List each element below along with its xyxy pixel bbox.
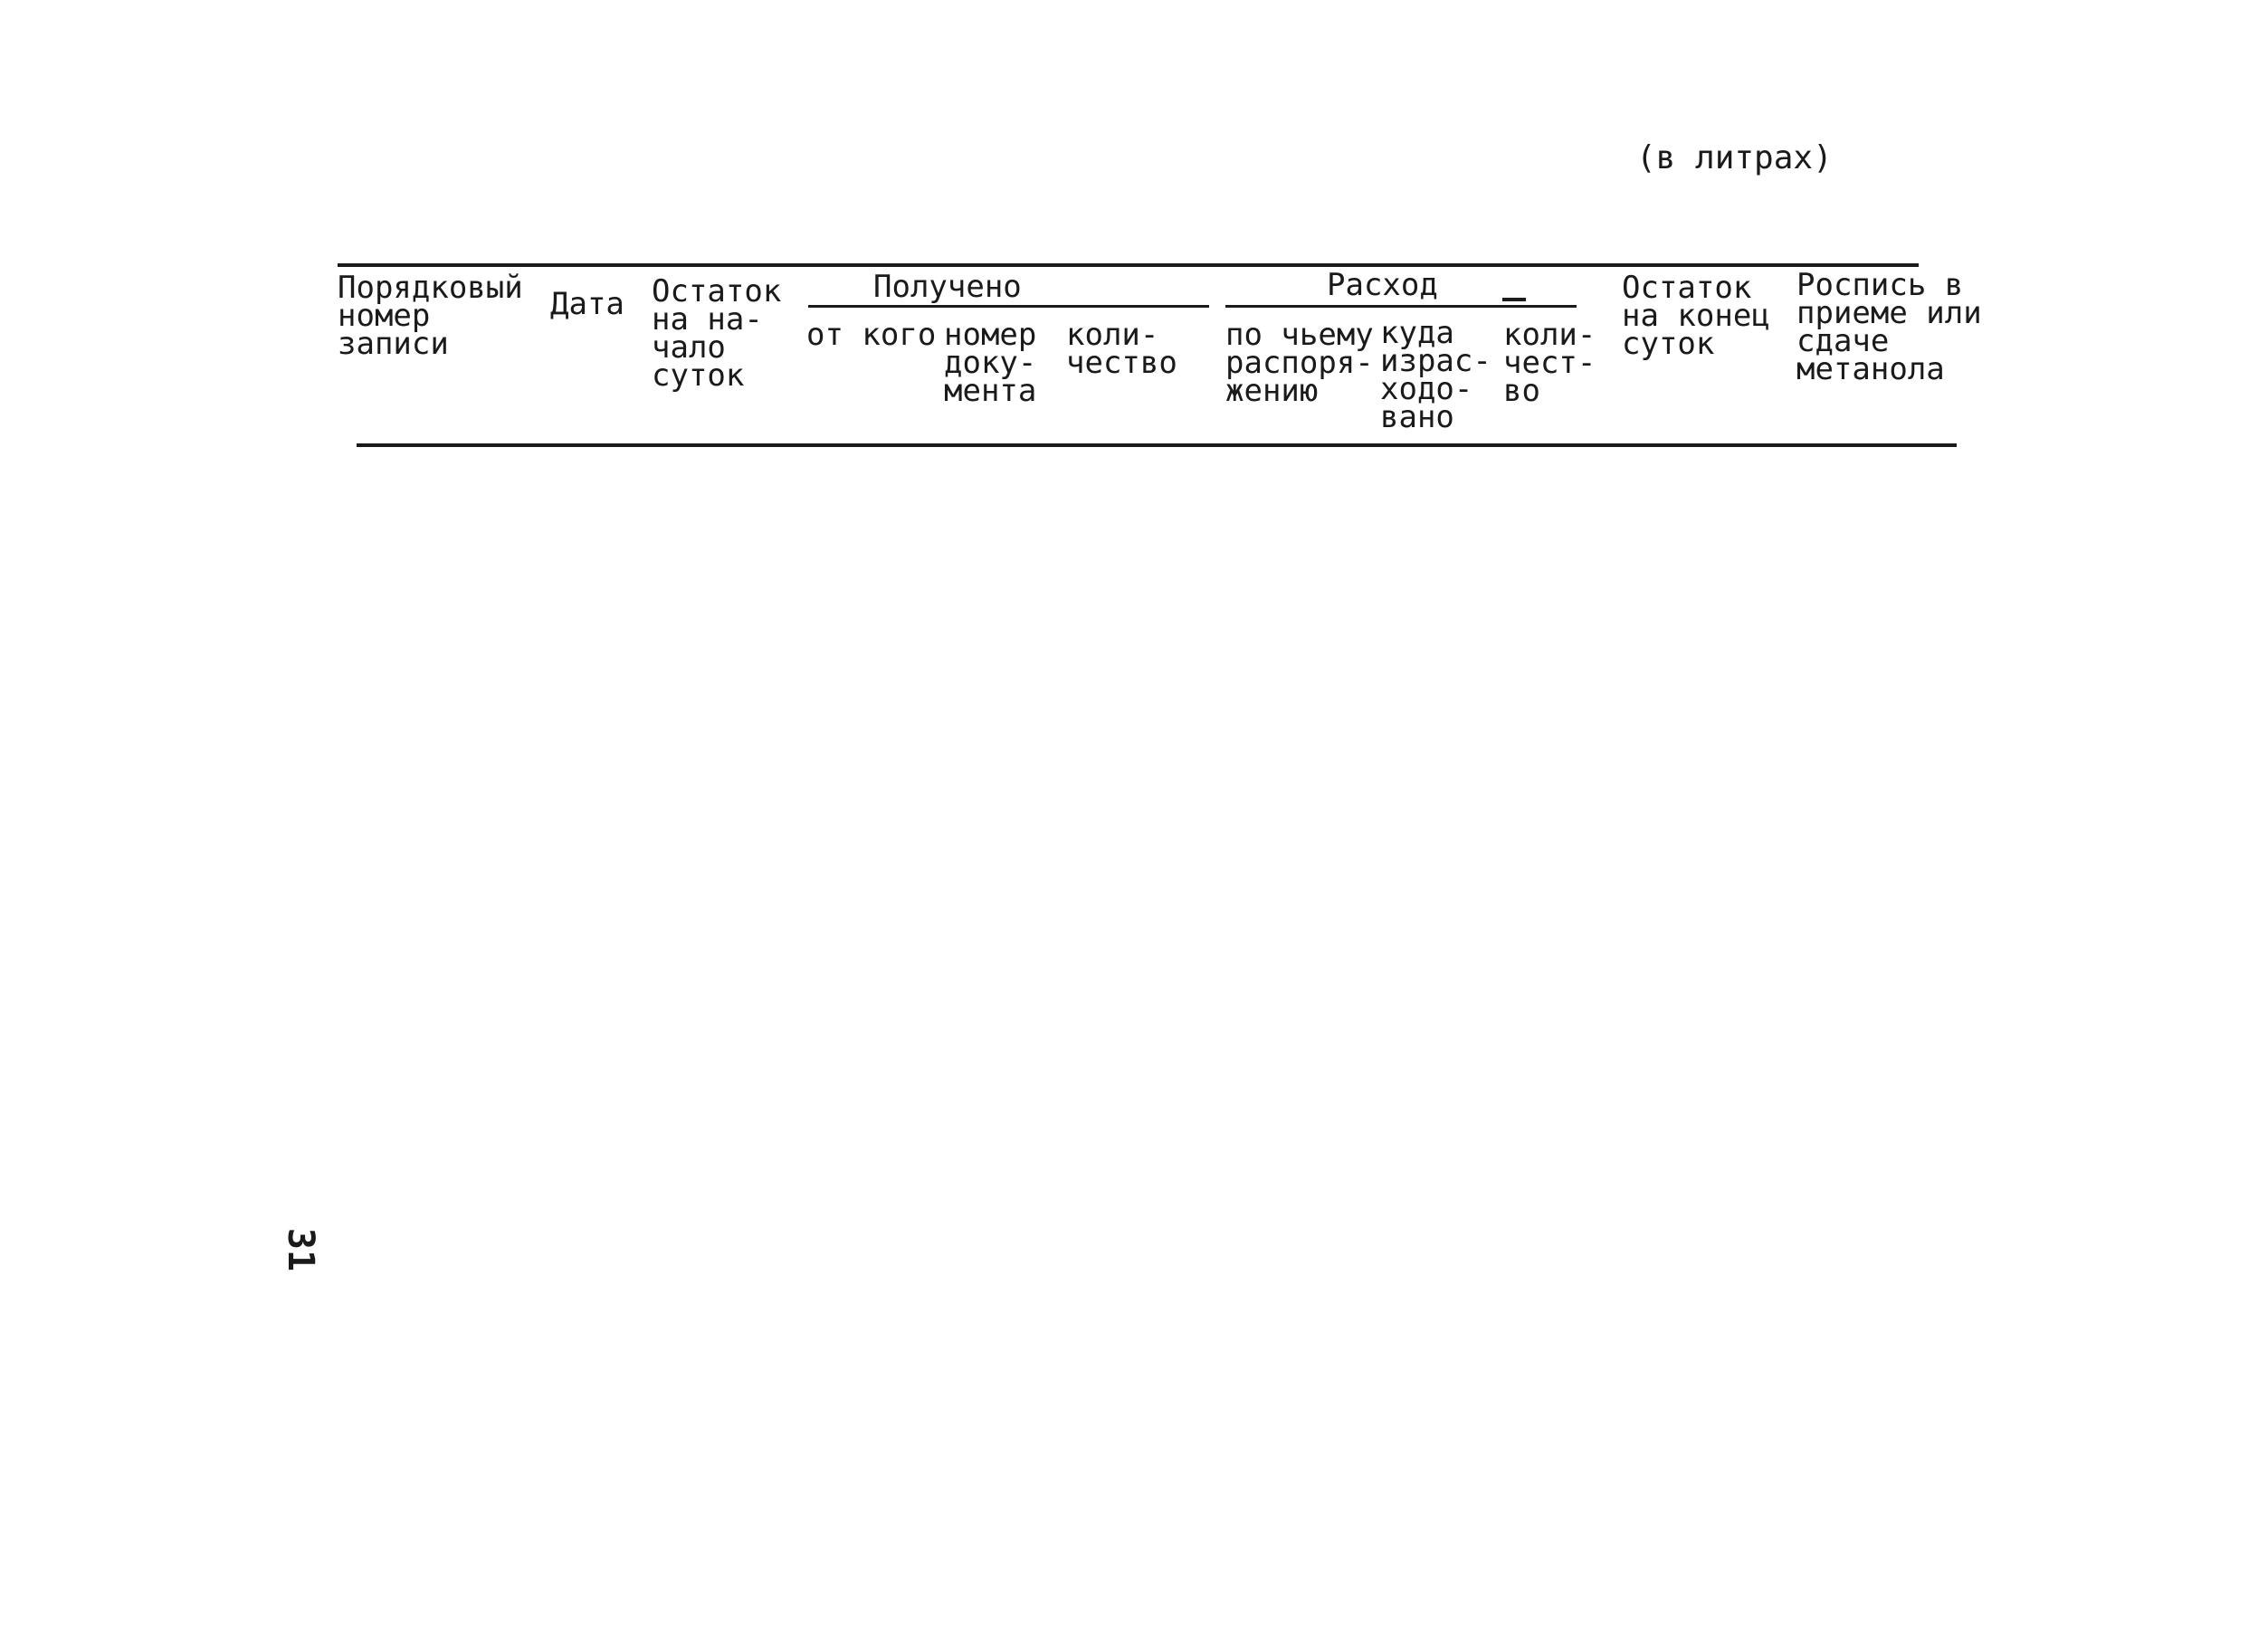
header-record-number: Порядковый номер записи xyxy=(338,270,523,362)
header-received-doc-number: номер доку- мента xyxy=(944,317,1037,409)
bottom-rule xyxy=(357,443,1957,447)
header-expense-where-spent: куда израс- ходо- вано xyxy=(1380,315,1491,435)
header-start-balance: Остаток на на- чало суток xyxy=(652,273,782,394)
received-rule xyxy=(808,305,1209,308)
units-note: (в литрах) xyxy=(1636,139,1833,176)
expense-rule-mark xyxy=(1502,298,1526,301)
header-expense-by-order: по чьему распоря- жению xyxy=(1225,317,1374,409)
header-end-balance: Остаток на конец суток xyxy=(1622,270,1770,362)
header-received-title: Получено xyxy=(873,269,1022,305)
page-number: 31 xyxy=(280,1227,321,1272)
header-signature: Роспись в приеме или сдаче метанола xyxy=(1796,267,1982,387)
top-rule xyxy=(338,263,1919,267)
table-header xyxy=(0,0,2268,543)
header-date: Дата xyxy=(550,286,624,322)
header-expense-quantity: коли- чест- во xyxy=(1503,317,1596,409)
header-received-quantity: коли- чество xyxy=(1066,317,1177,381)
header-expense-title: Расход xyxy=(1327,267,1438,303)
expense-rule xyxy=(1225,305,1577,308)
header-received-from: от кого xyxy=(806,317,937,353)
